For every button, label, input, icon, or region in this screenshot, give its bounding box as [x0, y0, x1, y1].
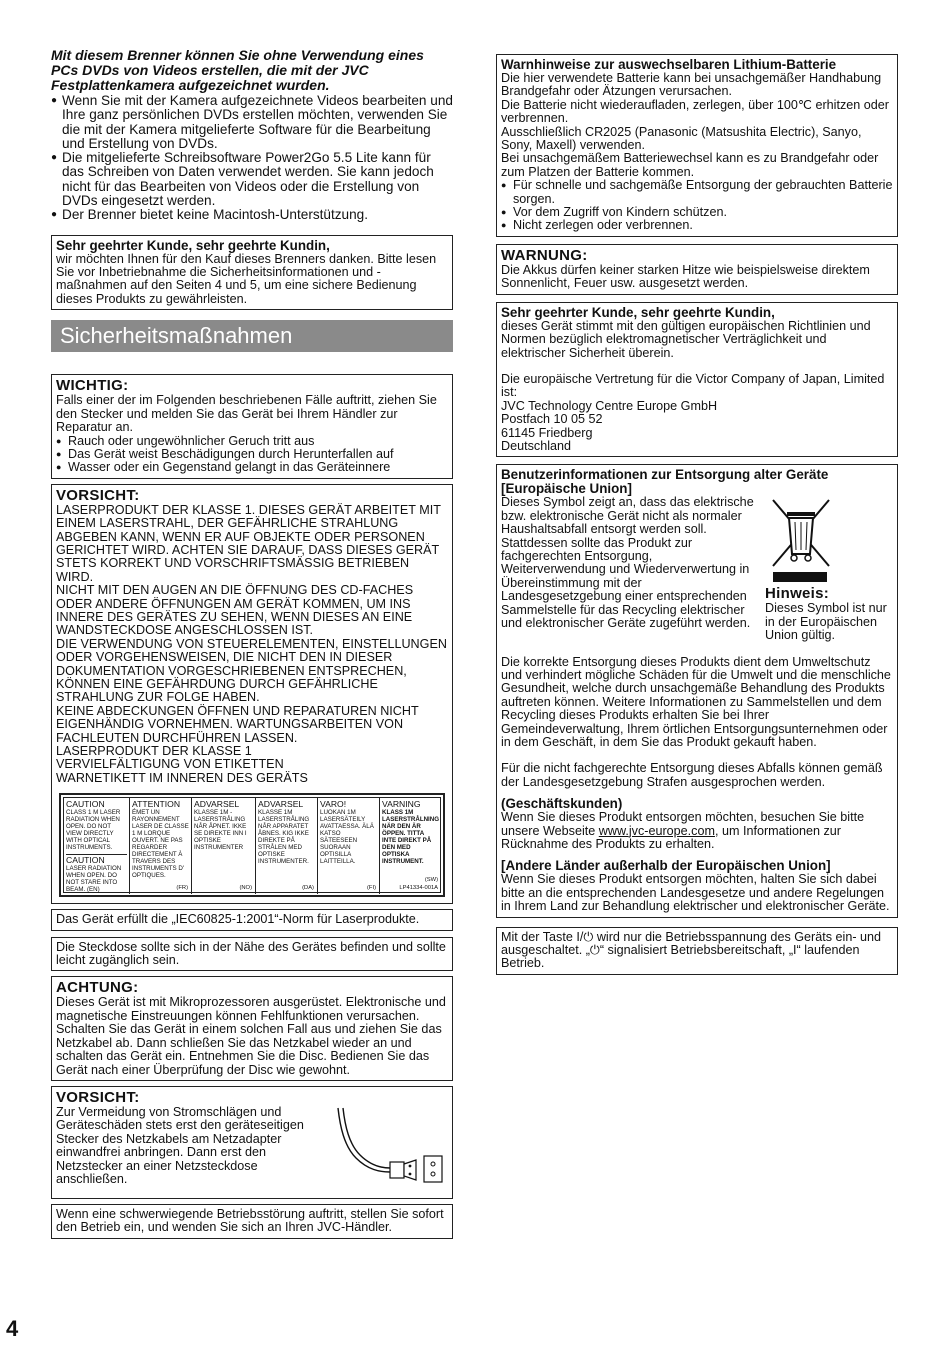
- battery-bullet: ● Für schnelle und sachgemäße Entsorgung der gebrauchten Batterie sorgen.: [501, 179, 893, 206]
- label-cell-fi: [318, 798, 380, 894]
- intro-list: [51, 94, 453, 223]
- vorsicht-power-box: [51, 1086, 453, 1199]
- vorsicht-power-text: Zur Vermeidung von Stromschlägen und Geräteschäden stets erst den geräteseitigen Stecker des Netzkabels am Netzadapter einwandfrei anbringen. Dann erst den Netzstecker an einer Netzsteckdose anschließen.: [56, 1104, 304, 1186]
- warnung-box: [496, 244, 898, 295]
- achtung-heading: ACHTUNG:: [56, 979, 139, 997]
- eu-box: [496, 302, 898, 458]
- wichtig-bullet: ● Rauch oder ungewöhnlicher Geruch tritt aus: [56, 435, 448, 448]
- iec-box: [51, 909, 453, 930]
- eu-title: Sehr geehrter Kunde, sehr geehrte Kundin,: [501, 304, 775, 320]
- wichtig-bullet: ● Wasser oder ein Gegenstand gelangt in das Geräteinnere: [56, 461, 448, 474]
- vorsicht-laser-box: [51, 484, 453, 905]
- page-number: 4: [6, 1316, 19, 1341]
- other-countries-heading: [Andere Länder außerhalb der Europäischen Union]: [501, 858, 831, 874]
- battery-list: [501, 179, 893, 233]
- standby-text: Mit der Taste I/⏻ wird nur die Betriebsspannung des Geräts ein- und ausgeschaltet. „⏻“ signalisiert Betriebsbereitschaft, „I“ laufenden Betrieb.: [501, 929, 882, 971]
- disposal-title: Benutzerinformationen zur Entsorgung alter Geräte: [501, 467, 829, 483]
- battery-paragraph: Ausschließlich CR2025 (Panasonic (Matsushita Electric), Sanyo, Sony, Maxell) verwenden.: [501, 124, 862, 153]
- wichtig-list: [56, 435, 448, 475]
- label-cell-text: LUOKAN 1M LASERSÄTEILY AVATTAESSA. ÄLÄ KATSO SÄTEESEEN SUORAAN OPTISILLA LAITTEILLA.: [320, 809, 374, 866]
- eu-address-line: JVC Technology Centre Europe GmbH: [501, 398, 718, 413]
- business-text: [501, 811, 893, 851]
- warnung-text: Die Akkus dürfen keiner starken Hitze wie beispielsweise direktem Sonnenlicht, Feuer usw. ausgesetzt werden.: [501, 262, 870, 291]
- label-cell-text: CLASS 1 M LASER RADIATION WHEN OPEN. DO NOT VIEW DIRECTLY WITH OPTICAL INSTRUMENTS.: [66, 809, 121, 852]
- battery-bullet: ● Nicht zerlegen oder verbrennen.: [501, 219, 893, 232]
- laser-paragraph: VERVIELFÄLTIGUNG VON ETIKETTEN: [56, 757, 284, 772]
- business-text-start: Wenn Sie dieses Produkt entsorgen möchten, besuchen Sie bitte unsere Webseite: [501, 810, 865, 838]
- laser-paragraph: DIE VERWENDUNG VON STEUERELEMENTEN, EINSTELLUNGEN ODER VORGEHENSWEISEN, DIE NICHT DEN IN DIESER DOKUMENTATION VORGESCHRIEBENEN ENTSPRECHEN, KÖNNEN EINE GEFÄHRDUNG DURCH GEFÄHRLICHE STRAHLUNG ZUR FOLGE HABEN.: [56, 636, 447, 705]
- socket-text: Die Steckdose sollte sich in der Nähe des Gerätes befinden und sollte leicht zugänglich sein.: [56, 939, 446, 968]
- left-column: [51, 48, 453, 1239]
- label-cell-code: (SW): [424, 877, 439, 884]
- label-cell-da: [256, 798, 318, 894]
- disposal-paragraph: Für die nicht fachgerechte Entsorgung dieses Abfalls können gemäß der Landesgesetzgebung Strafen ausgesprochen werden.: [501, 761, 883, 789]
- hinweis-text: Dieses Symbol ist nur in der Europäischen Union gültig.: [765, 601, 887, 643]
- label-cell-text: KLASS 1M LASERSTRÅLNING NÄR DEN ÄR ÖPPEN. TITTA INTE DIREKT PÅ DEN MED OPTISKA INSTRUMENT.: [382, 809, 440, 866]
- label-cell-heading: ATTENTION: [132, 799, 181, 810]
- label-cell-en: [64, 798, 130, 894]
- label-cell-heading: VARNING: [382, 799, 421, 810]
- malfunction-box: [51, 1204, 453, 1239]
- malfunction-text: Wenn eine schwerwiegende Betriebsstörung auftritt, stellen Sie sofort den Betrieb ein, und wenden Sie sich an Ihren JVC-Händler.: [56, 1206, 444, 1235]
- achtung-text: Dieses Gerät ist mit Mikroprozessoren ausgerüstet. Elektronische und magnetische Einstreuungen können Fehlfunktionen verursachen. Schalten Sie das Gerät in einem solchen Fall aus und ziehen Sie das Netzkabel ab. Dann schließen Sie das Netzkabel wieder an und schalten das Gerät ein. Entnehmen Sie die Disc. Bedienen Sie das Gerät nach einer Überprüfung der Disc wie gewohnt.: [56, 995, 446, 1077]
- business-text-end: , um Informationen zur Rücknahme des Produkts zu erhalten.: [501, 823, 841, 852]
- battery-box: [496, 54, 898, 237]
- power-cord-icon: [334, 1106, 444, 1188]
- wichtig-box: [51, 374, 453, 478]
- label-cell-text: KLASSE 1M - LASERSTRÅLING NÅR ÅPNET. IKKE SE DIREKTE INN I OPTISKE INSTRUMENTER: [194, 809, 247, 852]
- label-cell-heading: VARO!: [320, 799, 347, 810]
- disposal-box: [496, 464, 898, 917]
- intro-bullet: ● Der Brenner bietet keine Macintosh-Unterstützung.: [51, 208, 453, 222]
- section-title: Sicherheitsmaßnahmen: [51, 320, 453, 352]
- intro-bullet: ● Die mitgelieferte Schreibsoftware Power2Go 5.5 Lite kann für das Schreiben von Daten verwendet werden. Sie kann jedoch nicht für das Bearbeiten von Videos oder die Erstellung von DVDs eingesetzt werden.: [51, 151, 453, 208]
- intro-bullet: ● Wenn Sie mit der Kamera aufgezeichnete Videos bearbeiten und Ihre ganz persönlichen DVDs erstellen möchten, verwenden Sie die mit der Kamera mitgelieferte Software für die Bearbeitung und Erstellung von DVDs.: [51, 94, 453, 151]
- battery-title: Warnhinweise zur auswechselbaren Lithium-Batterie: [501, 57, 837, 72]
- laser-paragraph: KEINE ABDECKUNGEN ÖFFNEN UND REPARATUREN NICHT EIGENHÄNDIG VORNEHMEN. WARTUNGSARBEITEN VON FACHLEUTEN DURCHFÜHREN LASSEN.: [56, 703, 419, 745]
- disposal-subtitle: [Europäische Union]: [501, 481, 632, 497]
- intro-heading: Mit diesem Brenner können Sie ohne Verwendung eines PCs DVDs von Videos erstellen, die mit der JVC Festplattenkamera aufgezeichnet wurden.: [51, 47, 424, 93]
- hinweis-panel: [765, 496, 893, 642]
- website-link[interactable]: www.jvc-europe.com: [598, 823, 715, 838]
- eu-address-line: 61145 Friedberg: [501, 425, 593, 440]
- label-cell-heading: CAUTION: [66, 854, 127, 865]
- greeting-box: [51, 235, 453, 311]
- label-cell-code: (FI): [366, 885, 376, 892]
- label-cell-heading: ADVARSEL: [194, 799, 240, 810]
- laser-warning-label: [59, 793, 445, 897]
- label-cell-heading: ADVARSEL: [258, 799, 304, 810]
- eu-address-line: Deutschland: [501, 438, 572, 453]
- eu-address-line: Postfach 10 05 52: [501, 412, 603, 427]
- right-column: [496, 54, 898, 975]
- standby-box: [496, 927, 898, 975]
- label-cell-no: [192, 798, 256, 894]
- vorsicht-laser-heading: VORSICHT:: [56, 486, 140, 504]
- label-cell-text: KLASSE 1M LASERSTRÅLING NÅR APPARATET ÅBNES. KIG IKKE DIREKTE PÅ STRÅLEN MED OPTISKE INSTRUMENTER.: [258, 809, 310, 866]
- label-cell-code: (NO): [239, 885, 252, 892]
- battery-paragraph: Die hier verwendete Batterie kann bei unsachgemäßer Handhabung Brandgefahr oder Ätzungen verursachen.: [501, 71, 882, 99]
- other-countries-text: Wenn Sie dieses Produkt entsorgen möchten, halten Sie sich dabei bitte an die entsprechenden Landesgesetze und andere Regelungen in Ihrem Land zur Behandlung elektrischer und elektronischer Geräte.: [501, 872, 890, 914]
- crossed-bin-icon: [767, 496, 837, 584]
- iec-text: Das Gerät erfüllt die „IEC60825-1:2001“-Norm für Laserprodukte.: [56, 912, 420, 927]
- eu-text: dieses Gerät stimmt mit den gültigen europäischen Richtlinien und Normen bezüglich elektromagnetischer Verträglichkeit und elektrischer Sicherheit überein.: [501, 318, 871, 360]
- laser-paragraph: NICHT MIT DEN AUGEN AN DIE ÖFFNUNG DES CD-FACHES ODER ANDERE ÖFFNUNGEN AM GERÄT KOMMEN, UM INS INNERE DES GERÄTES ZU SEHEN, WENN DIESES AN EINE WANDSTECKDOSE ANGESCHLOSSEN IST.: [56, 583, 414, 638]
- battery-bullet: ● Vor dem Zugriff von Kindern schützen.: [501, 206, 893, 219]
- disposal-paragraph: Die korrekte Entsorgung dieses Produkts dient dem Umweltschutz und verhindert mögliche Schäden für die Umwelt und die menschliche Gesundheit, welche durch unsachgemäße Behandlung des Produkts auftreten können. Weitere Informationen zu Sammelstellen und dem Recycling dieses Produkts erhalten Sie bei Ihrer Gemeindeverwaltung, Ihrem örtlichen Entsorgungsunternehmen oder in dem Geschäft, in dem Sie das Produkt gekauft haben.: [501, 654, 891, 749]
- label-part-number: LP41334-001A: [399, 885, 439, 892]
- wichtig-heading: WICHTIG:: [56, 377, 129, 395]
- battery-paragraph: Die Batterie nicht wiederaufladen, zerlegen, über 100℃ erhitzen oder verbrennen.: [501, 97, 889, 126]
- greeting-title: Sehr geehrter Kunde, sehr geehrte Kundin,: [56, 237, 330, 253]
- label-cell-text: ÉMET UN RAYONNEMENT LASER DE CLASSE 1 M LORQUE OUVERT. NE PAS REGARDER DIRECTEMENT À TRAVERS DES INSTRUMENTS D' OPTIQUES.: [132, 809, 189, 880]
- business-heading: (Geschäftskunden): [501, 796, 623, 812]
- laser-paragraph: LASERPRODUKT DER KLASSE 1: [56, 744, 252, 759]
- label-cell-text: LASER RADIATION WHEN OPEN. DO NOT STARE INTO BEAM. (EN): [66, 865, 122, 894]
- battery-paragraph: Bei unsachgemäßem Batteriewechsel kann es zu Brandgefahr oder zum Platzen der Batterie kommen.: [501, 151, 879, 179]
- label-cell-fr: [130, 798, 192, 894]
- eu-address-intro: Die europäische Vertretung für die Victor Company of Japan, Limited ist:: [501, 371, 885, 400]
- wichtig-bullet: ● Das Gerät weist Beschädigungen durch Herunterfallen auf: [56, 448, 448, 461]
- label-cell-sw: [380, 798, 441, 894]
- label-cell-heading: CAUTION: [66, 799, 105, 810]
- label-cell-code: (FR): [176, 885, 188, 892]
- achtung-box: [51, 976, 453, 1080]
- label-cell-code: (DA): [302, 885, 314, 892]
- wichtig-text: Falls einer der im Folgenden beschriebenen Fälle auftritt, ziehen Sie den Stecker und melden Sie das Gerät bei Ihrem Händler zur Reparatur an.: [56, 393, 437, 435]
- vorsicht-power-heading: VORSICHT:: [56, 1088, 140, 1106]
- disposal-symbol-text: Dieses Symbol zeigt an, dass das elektrische bzw. elektronische Gerät nicht als normaler Haushaltsabfall entsorgt werden soll. Stattdessen sollte das Produkt zur fachgerechten Entsorgung, Weiterverwendung und Wiederverwertung in Übereinstimmung mit der Landesgesetzgebung einer entsprechenden Sammelstelle für das Recycling elektrischer und elektronischer Geräte zugeführt werden.: [501, 495, 754, 630]
- hinweis-heading: Hinweis:: [765, 585, 830, 603]
- laser-paragraph: LASERPRODUKT DER KLASSE 1. DIESES GERÄT ARBEITET MIT EINEM LASERSTRAHL, DER GEFÄHRLICHE STRAHLUNG ABGEBEN KANN, WENN ER AUF OBJEKTE ODER PERSONEN GERICHTET WIRD. ACHTEN SIE DARAUF, DASS DIESES GERÄT STETS KORREKT UND VORSCHRIFTSMÄSSIG BETRIEBEN WIRD.: [56, 502, 441, 584]
- laser-paragraph: WARNETIKETT IM INNEREN DES GERÄTS: [56, 770, 308, 785]
- greeting-text: wir möchten Ihnen für den Kauf dieses Brenners danken. Bitte lesen Sie vor Inbetriebnahme die Sicherheitsinformationen und -maßnahmen auf den Seiten 4 und 5, um eine sichere Bedienung dieses Produkts zu gewährleisten.: [56, 251, 437, 306]
- socket-box: [51, 937, 453, 972]
- warnung-heading: WARNUNG:: [501, 246, 588, 264]
